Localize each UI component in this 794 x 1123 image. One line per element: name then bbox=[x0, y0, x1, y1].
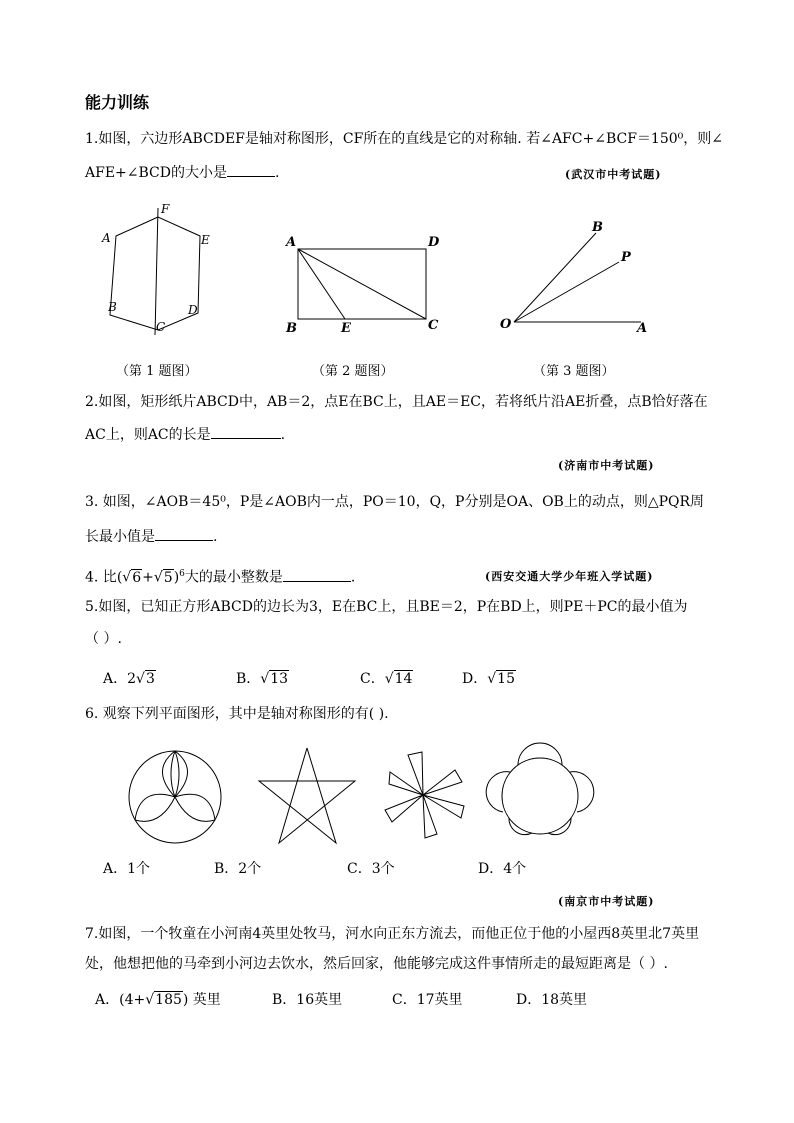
q6-option-a: A．1个 bbox=[103, 861, 151, 877]
q5-line2: （ ）. bbox=[85, 631, 122, 647]
q7-option-a-pre: (4+ bbox=[119, 992, 146, 1008]
q5-option-a-coef: 2 bbox=[127, 671, 137, 687]
q1-line1: 1.如图，六边形ABCDEF是轴对称图形，CF所在的直线是它的对称轴. 若∠AFC+∠BCF＝150⁰，则∠ bbox=[85, 131, 723, 147]
fig2-rectangle bbox=[298, 249, 426, 319]
q5-option-d-radicand: 15 bbox=[497, 671, 515, 687]
q6-petal-right bbox=[175, 794, 215, 821]
q4-exponent: 6 bbox=[179, 569, 185, 579]
fig1-label-e: E bbox=[201, 233, 210, 247]
fig3-label-o: O bbox=[500, 317, 512, 332]
fig2-label-d: D bbox=[428, 235, 440, 250]
fig2-label-a: A bbox=[286, 235, 297, 250]
q7-line1: 7.如图，一个牧童在小河南4英里处牧马，河水向正东方流去，而他正位于他的小屋西8英里北7英里 bbox=[85, 926, 700, 942]
q6-shape-pinwheel bbox=[385, 752, 464, 838]
q5-option-d-letter: D． bbox=[462, 671, 488, 687]
fig1-caption: （第 1 题图） bbox=[116, 364, 198, 379]
q4-end: . bbox=[350, 569, 356, 586]
q5-option-b-radicand: 13 bbox=[270, 671, 289, 687]
q2-line2 bbox=[85, 424, 285, 445]
q5-option-d: D．√15 bbox=[462, 671, 515, 687]
fig3-label-p: P bbox=[621, 250, 631, 265]
q7-line2: 处，他想把他的马牵到小河边去饮水，然后回家，他能够完成这件事情所走的最短距离是（ ）. bbox=[85, 956, 668, 972]
q7-option-a: A．(4+√185) 英里 bbox=[95, 992, 221, 1008]
fig3-angle bbox=[514, 233, 641, 322]
q6-shape-circle-petals bbox=[129, 751, 221, 843]
q7-option-d-text: 18英里 bbox=[541, 992, 588, 1008]
q6-blade-3 bbox=[423, 795, 464, 818]
fig1-label-a: A bbox=[102, 231, 111, 245]
fig3-caption: （第 3 题图） bbox=[533, 364, 615, 379]
q5-option-b: B．√13 bbox=[236, 671, 289, 687]
q5-option-a: A．2√3 bbox=[103, 671, 155, 687]
q7-option-b bbox=[272, 989, 342, 1009]
q5-option-a-letter: A． bbox=[103, 671, 128, 687]
fig2-caption: （第 2 题图） bbox=[312, 364, 394, 379]
q6-shape-star bbox=[259, 748, 355, 843]
q6-option-b: B．2个 bbox=[214, 861, 262, 877]
fig3-label-b: B bbox=[592, 220, 603, 235]
q4-source: (西安交通大学少年班入学试题) bbox=[485, 570, 654, 583]
q5-option-c-letter: C． bbox=[360, 671, 385, 687]
q2-line2-text: AC上，则AC的长是 bbox=[85, 427, 211, 443]
fig1-label-b: B bbox=[108, 300, 117, 314]
fig1-label-d: D bbox=[188, 303, 198, 317]
q4-suffix: 大的最小整数是 bbox=[184, 569, 283, 586]
q3-answer-blank bbox=[155, 526, 213, 541]
q4-expr-b: 5 bbox=[163, 569, 173, 586]
q7-option-c-letter: C． bbox=[392, 992, 417, 1008]
q7-option-c bbox=[392, 989, 463, 1009]
fig1-hexagon-outline bbox=[110, 217, 200, 330]
fig3-ray-ob bbox=[514, 233, 596, 322]
q7-option-b-letter: B． bbox=[272, 992, 297, 1008]
q6-star-unused bbox=[257, 748, 357, 843]
q7-option-d bbox=[516, 989, 587, 1009]
q5-option-b-letter: B． bbox=[236, 671, 261, 687]
fig1-axis-line bbox=[155, 208, 158, 335]
q6-blade-6 bbox=[389, 772, 423, 795]
q6-petal-left bbox=[135, 794, 175, 821]
q6-blade-4 bbox=[423, 795, 437, 838]
q6-blade-1 bbox=[408, 752, 423, 795]
q7-option-a-radicand: 185 bbox=[155, 992, 182, 1008]
q5-option-a-radicand: 3 bbox=[145, 671, 155, 687]
q6-option-c: C．3个 bbox=[347, 861, 395, 877]
q5-option-c-radicand: 14 bbox=[394, 671, 413, 687]
q4-expr-a: 6 bbox=[132, 569, 142, 586]
q7-option-d-letter: D． bbox=[516, 992, 542, 1008]
q7-option-c-text: 17英里 bbox=[416, 992, 463, 1008]
q4-prefix: 4. 比 bbox=[85, 569, 117, 586]
q6-flower-center bbox=[502, 758, 578, 834]
q6-source: (南京市中考试题) bbox=[558, 895, 655, 908]
q6-shape-flower bbox=[486, 743, 594, 835]
q5-line1: 5.如图，已知正方形ABCD的边长为3，E在BC上，且BE＝2，P在BD上，则PE＋PC的最小值为 bbox=[85, 599, 688, 615]
q1-source: (武汉市中考试题) bbox=[565, 168, 662, 181]
q2-answer-blank bbox=[211, 424, 281, 439]
fig2-fold-ae bbox=[298, 249, 345, 319]
fig3-label-a: A bbox=[637, 321, 648, 336]
q7-option-a-post: ) 英里 bbox=[182, 992, 221, 1008]
q6-blade-5 bbox=[385, 795, 423, 822]
q5-option-c: C．√14 bbox=[360, 671, 413, 687]
q7-option-b-text: 16英里 bbox=[296, 992, 343, 1008]
q6-petal-top-inner bbox=[163, 751, 188, 797]
q2-line2-end: . bbox=[280, 427, 286, 443]
fig1-label-f: F bbox=[161, 202, 170, 216]
fig2-label-c: C bbox=[428, 318, 439, 333]
fig3-ray-op bbox=[514, 262, 619, 322]
q1-line2-end: . bbox=[275, 165, 280, 181]
q3-line2-end: . bbox=[213, 529, 218, 545]
q6-option-d: D．4个 bbox=[478, 861, 527, 877]
fig1-label-c: C bbox=[156, 320, 166, 334]
q6-petal-top bbox=[171, 751, 179, 797]
fig2-label-e: E bbox=[341, 321, 351, 336]
q6-blade-2 bbox=[423, 770, 462, 795]
q3-line1: 3. 如图，∠AOB＝45⁰，P是∠AOB内一点，PO＝10，Q，P分别是OA、OB上的动点，则△PQR周 bbox=[85, 494, 705, 510]
fig2-diagonal-ac bbox=[298, 249, 426, 319]
fig1-hexagon bbox=[110, 208, 200, 335]
q1-line2-text: AFE+∠BCD的大小是 bbox=[85, 165, 227, 181]
q4-line: 4. 比$(√6+√5)^6$大的最小整数是 . bbox=[85, 564, 355, 588]
q3-line2 bbox=[85, 526, 217, 547]
q3-line2-text: 长最小值是 bbox=[85, 529, 155, 545]
section-title: 能力训练 bbox=[85, 93, 150, 112]
fig2-label-b: B bbox=[286, 321, 297, 336]
q2-line1: 2.如图，矩形纸片ABCD中，AB＝2，点E在BC上，且AE＝EC，若将纸片沿AE折叠，点B恰好落在 bbox=[85, 394, 708, 410]
q4-answer-blank bbox=[283, 567, 351, 582]
q6-line1: 6. 观察下列平面图形，其中是轴对称图形的有( ). bbox=[85, 706, 389, 722]
q2-source: (济南市中考试题) bbox=[558, 459, 655, 472]
q7-option-a-letter: A． bbox=[95, 992, 120, 1008]
